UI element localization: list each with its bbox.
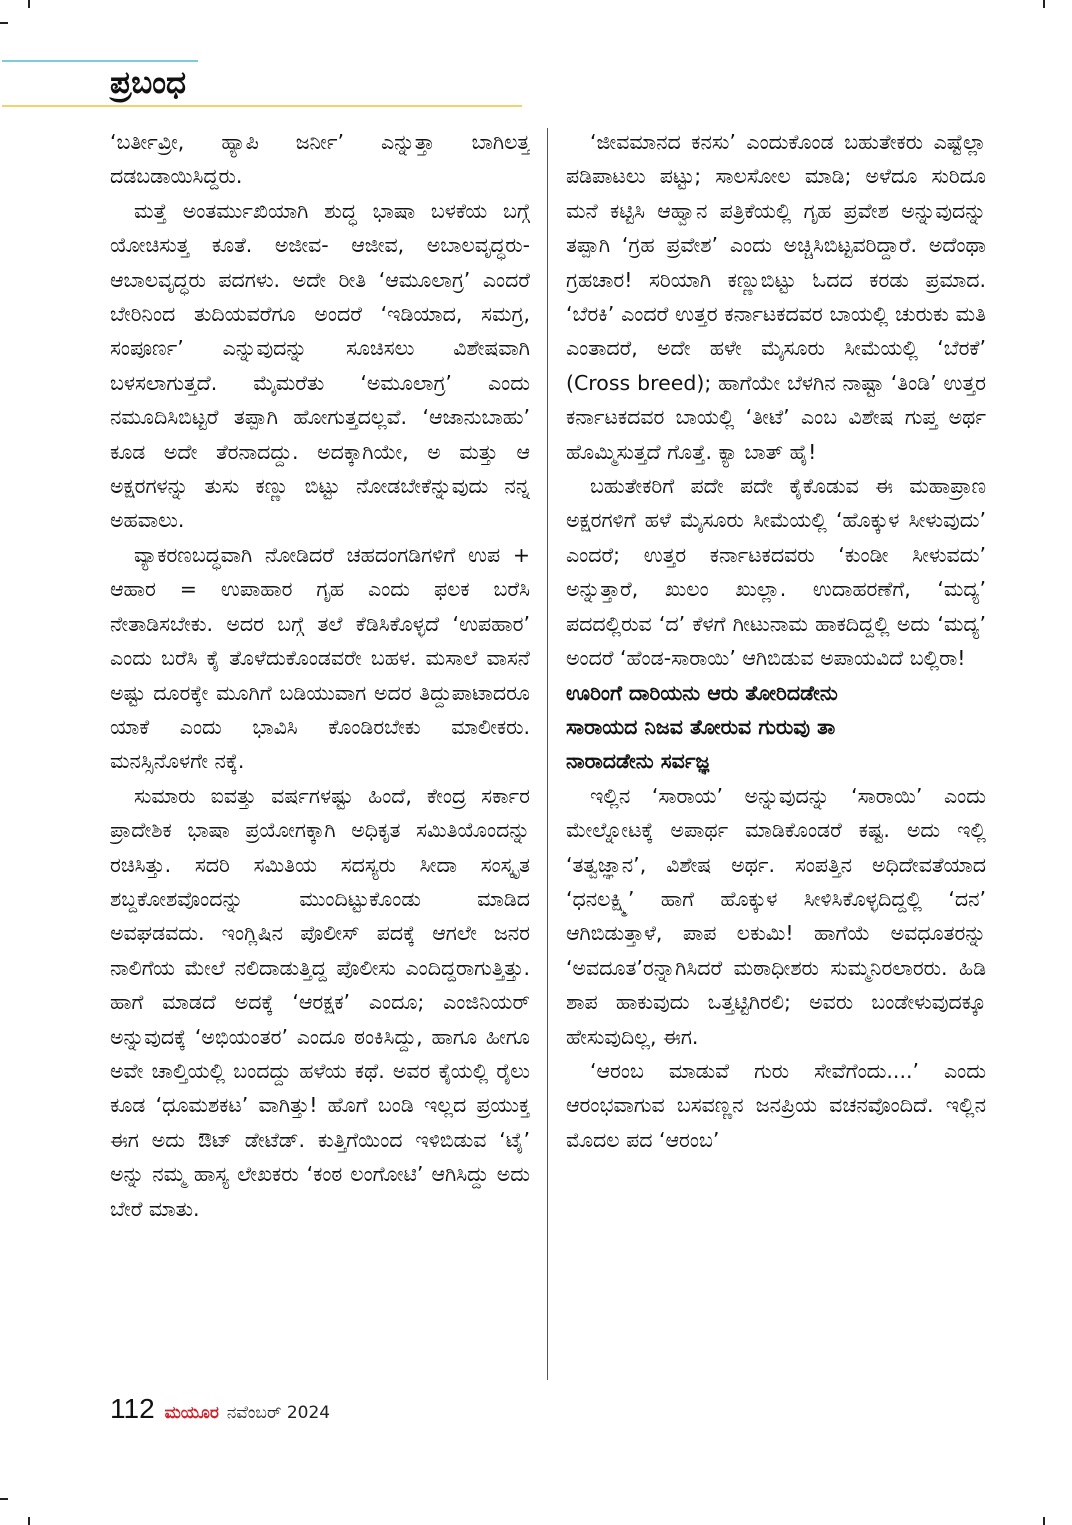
page-number: 112: [110, 1393, 155, 1424]
article-paragraph: ‘ಬರ್ತೀವ್ರೀ, ಹ್ಯಾಪಿ ಜರ್ನೀ’ ಎನ್ನುತ್ತಾ ಬಾಗಿಲತ್ತ ದಡಬಡಾಯಿಸಿದ್ದರು.: [110, 130, 530, 189]
header-rule-bottom: [2, 105, 522, 107]
article-paragraph: ಸುಮಾರು ಐವತ್ತು ವರ್ಷಗಳಷ್ಟು ಹಿಂದೆ, ಕೇಂದ್ರ ಸರ್ಕಾರ ಪ್ರಾದೇಶಿಕ ಭಾಷಾ ಪ್ರಯೋಗಕ್ಕಾಗಿ ಅಧಿಕೃತ ಸಮಿತಿಯೊಂದನ್ನು ರಚಿಸಿತ್ತು. ಸದರಿ ಸಮಿತಿಯ ಸದಸ್ಯರು ಸೀದಾ ಸಂಸ್ಕೃತ ಶಬ್ದಕೋಶವೊಂದನ್ನು ಮುಂದಿಟ್ಟುಕೊಂಡು ಮಾಡಿದ ಅವಘಡವದು. ಇಂಗ್ಲಿಷಿನ ಪೊಲೀಸ್ ಪದಕ್ಕೆ ಆಗಲೇ ಜನರ ನಾಲಿಗೆಯ ಮೇಲೆ ನಲಿದಾಡುತ್ತಿದ್ದ ಪೊಲೀಸು ಎಂದಿದ್ದರಾಗುತ್ತಿತ್ತು. ಹಾಗೆ ಮಾಡದೆ ಅದಕ್ಕೆ ‘ಆರಕ್ಷಕ’ ಎಂದೂ; ಎಂಜಿನಿಯರ್ ಅನ್ನುವುದಕ್ಕೆ ‘ಅಭಿಯಂತರ’ ಎಂದೂ ಠಂಕಿಸಿದ್ದು, ಹಾಗೂ ಹೀಗೂ ಅವೇ ಚಾಲ್ತಿಯಲ್ಲಿ ಬಂದದ್ದು ಹಳೆಯ ಕಥೆ. ಅವರ ಕೈಯಲ್ಲಿ ರೈಲು ಕೂಡ ‘ಧೂಮಶಕಟ’ ವಾಗಿತ್ತು! ಹೊಗೆ ಬಂಡಿ ಇಲ್ಲದ ಪ್ರಯುಕ್ತ ಈಗ ಅದು ಔಟ್ ಡೇಟೆಡ್. ಕುತ್ತಿಗೆಯಿಂದ ಇಳಿಬಿಡುವ ‘ಟೈ’ ಅನ್ನು ನಮ್ಮ ಹಾಸ್ಯ ಲೇಖಕರು ‘ಕಂಠ ಲಂಗೋಟಿ’ ಆಗಿಸಿದ್ದು ಅದು ಬೇರೆ ಮಾತು.: [110, 783, 530, 1221]
crop-mark: [0, 22, 8, 24]
article-right-column: [566, 125, 986, 1387]
article-left-column: [110, 125, 530, 1387]
column-divider: [547, 128, 548, 1380]
issue-date: ನವೆಂಬರ್ 2024: [226, 1403, 331, 1423]
crop-mark: [1043, 0, 1045, 8]
quoted-verse-line: ಊರಿಂಗೆ ದಾರಿಯನು ಆರು ತೋರಿದಡೇನು: [566, 680, 838, 705]
quoted-verse-line: ನಾರಾದಡೇನು ಸರ್ವಜ್ಞ: [566, 749, 710, 774]
crop-mark: [1043, 1517, 1045, 1525]
article-paragraph: ಬಹುತೇಕರಿಗೆ ಪದೇ ಪದೇ ಕೈಕೊಡುವ ಈ ಮಹಾಪ್ರಾಣ ಅಕ್ಷರಗಳಿಗೆ ಹಳೆ ಮೈಸೂರು ಸೀಮೆಯಲ್ಲಿ ‘ಹೊಕ್ಕುಳ ಸೀಳುವುದು’ ಎಂದರೆ; ಉತ್ತರ ಕರ್ನಾಟಕದವರು ‘ಕುಂಡೀ ಸೀಳುವದು’ ಅನ್ನುತ್ತಾರೆ, ಖುಲಂ ಖುಲ್ಲಾ. ಉದಾಹರಣೆಗೆ, ‘ಮದ್ಯ’ ಪದದಲ್ಲಿರುವ ‘ದ’ ಕೆಳಗೆ ಗೀಟುನಾಮ ಹಾಕದಿದ್ದಲ್ಲಿ ಅದು ‘ಮದ್ಯ’ ಅಂದರೆ ‘ಹೆಂಡ-ಸಾರಾಯಿ’ ಆಗಿಬಿಡುವ ಅಪಾಯವಿದೆ ಬಲ್ಲಿರಾ!: [566, 474, 986, 671]
magazine-logo: ಮಯೂರ: [164, 1403, 219, 1423]
crop-mark: [0, 1498, 8, 1500]
article-paragraph: ಇಲ್ಲಿನ ‘ಸಾರಾಯ’ ಅನ್ನುವುದನ್ನು ‘ಸಾರಾಯಿ’ ಎಂದು ಮೇಲ್ನೋಟಕ್ಕೆ ಅಪಾರ್ಥ ಮಾಡಿಕೊಂಡರೆ ಕಷ್ಟ. ಅದು ಇಲ್ಲಿ ‘ತತ್ವಜ್ಞಾನ’, ವಿಶೇಷ ಅರ್ಥ. ಸಂಪತ್ತಿನ ಅಧಿದೇವತೆಯಾದ ‘ಧನಲಕ್ಷ್ಮಿ’ ಹಾಗೆ ಹೊಕ್ಕುಳ ಸೀಳಿಸಿಕೊಳ್ಳದಿದ್ದಲ್ಲಿ ‘ದನ’ ಆಗಿಬಿಡುತ್ತಾಳೆ, ಪಾಪ ಲಕುಮಿ! ಹಾಗೆಯೆ ಅವಧೂತರನ್ನು ‘ಅವದೂತ’ರನ್ನಾಗಿಸಿದರೆ ಮಠಾಧೀಶರು ಸುಮ್ಮನಿರಲಾರರು. ಹಿಡಿ ಶಾಪ ಹಾಕುವುದು ಒತ್ತಟ್ಟಿಗಿರಲಿ; ಅವರು ಬಂಡೇಳುವುದಕ್ಕೂ ಹೇಸುವುದಿಲ್ಲ, ಈಗ.: [566, 783, 986, 1049]
section-title: ಪ್ರಬಂಧ: [110, 65, 186, 101]
page-footer: [110, 1393, 330, 1429]
article-paragraph: ವ್ಯಾಕರಣಬದ್ಧವಾಗಿ ನೋಡಿದರೆ ಚಹದಂಗಡಿಗಳಿಗೆ ಉಪ + ಆಹಾರ = ಉಪಾಹಾರ ಗೃಹ ಎಂದು ಫಲಕ ಬರೆಸಿ ನೇತಾಡಿಸಬೇಕು. ಅದರ ಬಗ್ಗೆ ತಲೆ ಕೆಡಿಸಿಕೊಳ್ಳದೆ ‘ಉಪಹಾರ’ ಎಂದು ಬರೆಸಿ ಕೈ ತೊಳೆದುಕೊಂಡವರೇ ಬಹಳ. ಮಸಾಲೆ ವಾಸನೆ ಅಷ್ಟು ದೂರಕ್ಕೇ ಮೂಗಿಗೆ ಬಡಿಯುವಾಗ ಅದರ ತಿದ್ದುಪಾಟಾದರೂ ಯಾಕೆ ಎಂದು ಭಾವಿಸಿ ಕೊಂಡಿರಬೇಕು ಮಾಲೀಕರು. ಮನಸ್ಸಿನೊಳಗೇ ನಕ್ಕೆ.: [110, 542, 530, 774]
article-paragraph: ಮತ್ತೆ ಅಂತರ್ಮುಖಿಯಾಗಿ ಶುದ್ಧ ಭಾಷಾ ಬಳಕೆಯ ಬಗ್ಗೆ ಯೋಚಿಸುತ್ತ ಕೂತೆ. ಅಜೀವ- ಆಜೀವ, ಅಬಾಲವೃದ್ಧರು- ಆಬಾಲವೃದ್ಧರು ಪದಗಳು. ಅದೇ ರೀತಿ ‘ಆಮೂಲಾಗ್ರ’ ಎಂದರೆ ಬೇರಿನಿಂದ ತುದಿಯವರೆಗೂ ಅಂದರೆ ‘ಇಡಿಯಾದ, ಸಮಗ್ರ, ಸಂಪೂರ್ಣ’ ಎನ್ನುವುದನ್ನು ಸೂಚಿಸಲು ವಿಶೇಷವಾಗಿ ಬಳಸಲಾಗುತ್ತದೆ. ಮೈಮರೆತು ‘ಅಮೂಲಾಗ್ರ’ ಎಂದು ನಮೂದಿಸಿಬಿಟ್ಟರೆ ತಪ್ಪಾಗಿ ಹೋಗುತ್ತದಲ್ಲವೆ. ‘ಆಜಾನುಬಾಹು’ ಕೂಡ ಅದೇ ತೆರನಾದದ್ದು. ಅದಕ್ಕಾಗಿಯೇ, ಅ ಮತ್ತು ಆ ಅಕ್ಷರಗಳನ್ನು ತುಸು ಕಣ್ಣು ಬಿಟ್ಟು ನೋಡಬೇಕೆನ್ನುವುದು ನನ್ನ ಅಹವಾಲು.: [110, 198, 530, 533]
article-paragraph: ‘ಆರಂಬ ಮಾಡುವೆ ಗುರು ಸೇವೆಗೆಂದು....’ ಎಂದು ಆರಂಭವಾಗುವ ಬಸವಣ್ಣನ ಜನಪ್ರಿಯ ವಚನವೊಂದಿದೆ. ಇಲ್ಲಿನ ಮೊದಲ ಪದ ‘ಆರಂಬ’: [566, 1058, 986, 1152]
crop-mark: [28, 1517, 30, 1525]
article-paragraph: ‘ಜೀವಮಾನದ ಕನಸು’ ಎಂದುಕೊಂಡ ಬಹುತೇಕರು ಎಷ್ಟೆಲ್ಲಾ ಪಡಿಪಾಟಲು ಪಟ್ಟು; ಸಾಲಸೋಲ ಮಾಡಿ; ಅಳೆದೂ ಸುರಿದೂ ಮನೆ ಕಟ್ಟಿಸಿ ಆಹ್ವಾನ ಪತ್ರಿಕೆಯಲ್ಲಿ ಗೃಹ ಪ್ರವೇಶ ಅನ್ನುವುದನ್ನು ತಪ್ಪಾಗಿ ‘ಗ್ರಹ ಪ್ರವೇಶ’ ಎಂದು ಅಚ್ಚಿಸಿಬಿಟ್ಟವರಿದ್ದಾರೆ. ಅದೆಂಥಾ ಗ್ರಹಚಾರ! ಸರಿಯಾಗಿ ಕಣ್ಣುಬಿಟ್ಟು ಓದದ ಕರಡು ಪ್ರಮಾದ. ‘ಬೆರಕಿ’ ಎಂದರೆ ಉತ್ತರ ಕರ್ನಾಟಕದವರ ಬಾಯಲ್ಲಿ ಚುರುಕು ಮತಿ ಎಂತಾದರೆ, ಅದೇ ಹಳೇ ಮೈಸೂರು ಸೀಮೆಯಲ್ಲಿ ‘ಬೆರಕೆ’ (Cross breed); ಹಾಗೆಯೇ ಬೆಳಗಿನ ನಾಷ್ಟಾ ‘ತಿಂಡಿ’ ಉತ್ತರ ಕರ್ನಾಟಕದವರ ಬಾಯಲ್ಲಿ ‘ತೀಟೆ’ ಎಂಬ ವಿಶೇಷ ಗುಪ್ತ ಅರ್ಥ ಹೊಮ್ಮಿಸುತ್ತದೆ ಗೊತ್ತೆ. ಕ್ಯಾ ಬಾತ್ ಹೈ!: [566, 130, 986, 464]
quoted-verse-line: ಸಾರಾಯದ ನಿಜವ ತೋರುವ ಗುರುವು ತಾ: [566, 714, 836, 739]
crop-mark: [28, 0, 30, 8]
